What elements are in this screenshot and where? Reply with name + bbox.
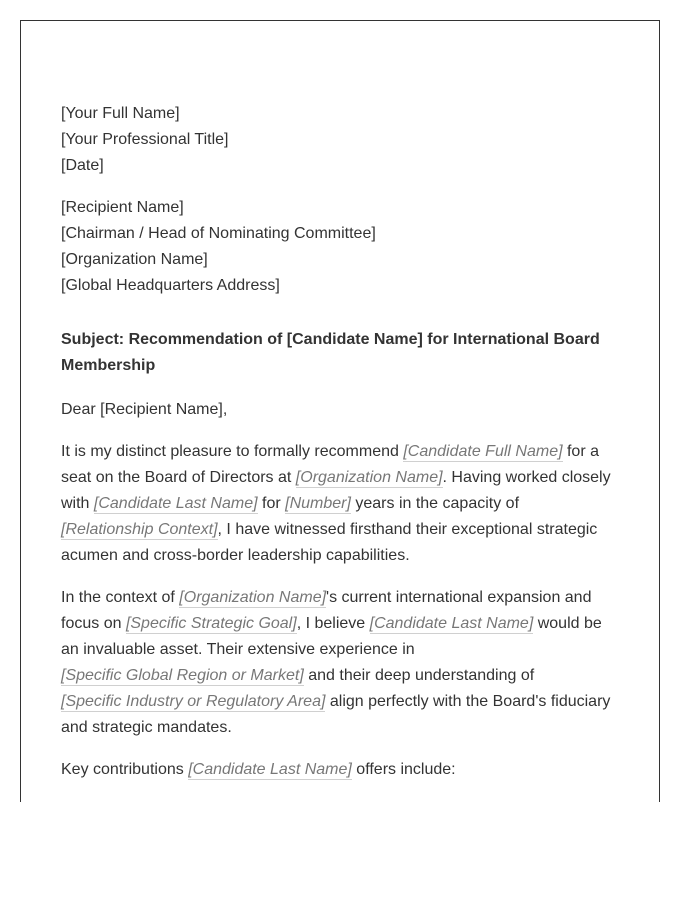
paragraph-line: and strategic mandates.	[61, 719, 232, 736]
text: , I have witnessed firsthand their exceptional strategic	[217, 521, 598, 538]
recipient-address: [Global Headquarters Address]	[61, 277, 280, 294]
paragraph-1	[61, 439, 621, 569]
text: seat on the Board of Directors at	[61, 469, 296, 486]
placeholder-number: [Number]	[285, 495, 351, 512]
text: and their deep understanding of	[303, 667, 535, 684]
paragraph-line: an invaluable asset. Their extensive experience in	[61, 641, 415, 658]
text: offers include:	[351, 761, 456, 778]
paragraph-line	[61, 465, 621, 491]
text: align perfectly with the Board's fiduciary	[325, 693, 611, 710]
paragraph-line	[61, 491, 621, 517]
sender-block	[61, 101, 621, 179]
subject-line-1: Subject: Recommendation of [Candidate Name] for International Board	[61, 331, 600, 348]
placeholder-specific-global-region: [Specific Global Region or Market]	[61, 667, 304, 684]
text: In the context of	[61, 589, 180, 606]
paragraph-line	[61, 663, 621, 689]
paragraph-line	[61, 689, 621, 715]
placeholder-relationship-context: [Relationship Context]	[61, 521, 218, 538]
paragraph-line	[61, 439, 621, 465]
placeholder-organization-name: [Organization Name]	[179, 589, 327, 606]
recipient-organization: [Organization Name]	[61, 251, 208, 268]
paragraph-line	[61, 517, 621, 543]
recipient-block	[61, 195, 621, 299]
text: focus on	[61, 615, 126, 632]
sender-name: [Your Full Name]	[61, 105, 180, 122]
paragraph-2	[61, 585, 621, 741]
text: for	[257, 495, 286, 512]
paragraph-line	[61, 757, 621, 783]
text: would be	[533, 615, 602, 632]
text: , I believe	[296, 615, 370, 632]
placeholder-candidate-last-name: [Candidate Last Name]	[369, 615, 534, 632]
text: . Having worked closely	[442, 469, 611, 486]
letter-content	[61, 101, 621, 799]
subject-line	[61, 327, 621, 379]
placeholder-candidate-last-name: [Candidate Last Name]	[93, 495, 258, 512]
recipient-title: [Chairman / Head of Nominating Committee]	[61, 225, 376, 242]
placeholder-organization-name: [Organization Name]	[295, 469, 443, 486]
paragraph-3	[61, 757, 621, 783]
recipient-name: [Recipient Name]	[61, 199, 184, 216]
placeholder-candidate-last-name: [Candidate Last Name]	[188, 761, 352, 778]
text: with	[61, 495, 94, 512]
sender-title: [Your Professional Title]	[61, 131, 229, 148]
subject-line-2: Membership	[61, 357, 156, 374]
paragraph-line: acumen and cross-border leadership capabilities.	[61, 547, 410, 564]
letter-date: [Date]	[61, 157, 104, 174]
text: for a	[562, 443, 599, 460]
paragraph-line	[61, 585, 621, 611]
placeholder-specific-industry: [Specific Industry or Regulatory Area]	[61, 693, 326, 710]
text: It is my distinct pleasure to formally recommend	[61, 443, 404, 460]
greeting: Dear [Recipient Name],	[61, 401, 228, 418]
placeholder-specific-strategic-goal: [Specific Strategic Goal]	[125, 615, 297, 632]
text: Key contributions	[61, 761, 189, 778]
placeholder-candidate-full-name: [Candidate Full Name]	[403, 443, 563, 460]
text: years in the capacity of	[350, 495, 520, 512]
paragraph-line	[61, 611, 621, 637]
letter-page	[20, 20, 660, 802]
text: 's current international expansion and	[326, 589, 592, 606]
